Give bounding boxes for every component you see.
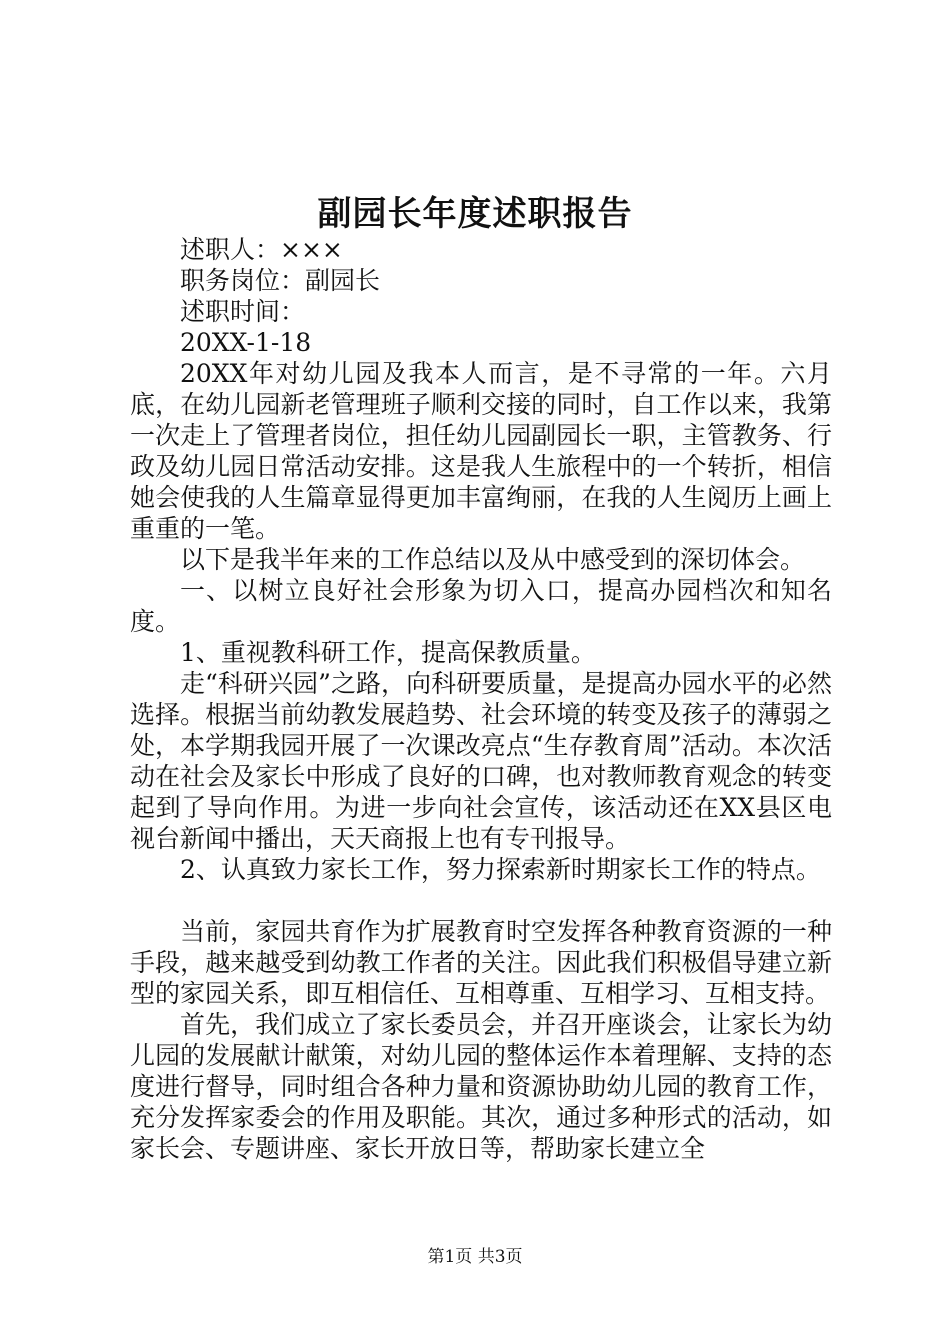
reporter-line: 述职人：××× (180, 235, 343, 264)
paragraph-home-school: 当前，家园共育作为扩展教育时空发挥各种教育资源的一种手段，越来越受到幼教工作者的关注。因此我们积极倡导建立新型的家园关系，即互相信任、互相尊重、互相学习、互相支持。 (130, 917, 832, 1008)
section-heading-1: 一、以树立良好社会形象为切入口，提高办园档次和知名度。 (130, 576, 832, 636)
page-number-footer: 第1页 共3页 (427, 1247, 523, 1267)
paragraph-research: 走“科研兴园”之路，向科研要质量，是提高办园水平的必然选择。根据当前幼教发展趋势、社会环境的转变及孩子的薄弱之处，本学期我园开展了一次课改亮点“生存教育周”活动。本次活动在社会及家长中形成了良好的口碑，也对教师教育观念的转变起到了导向作用。为进一步向社会宣传，该活动还在XX县区电视台新闻中播出，天天商报上也有专刊报导。 (130, 669, 832, 853)
report-time-label: 述职时间： (180, 297, 306, 326)
paragraph-intro: 20XX年对幼儿园及我本人而言，是不寻常的一年。六月底，在幼儿园新老管理班子顺利交接的同时，自工作以来，我第一次走上了管理者岗位，担任幼儿园副园长一职，主管教务、行政及幼儿园日常活动安排。这是我人生旅程中的一个转折，相信她会使我的人生篇章显得更加丰富绚丽，在我的人生阅历上画上重重的一笔。 (130, 359, 832, 543)
document-title: 副园长年度述职报告 (317, 194, 633, 234)
paragraph-summary-lead: 以下是我半年来的工作总结以及从中感受到的深切体会。 (180, 545, 806, 574)
position-line: 职务岗位：副园长 (180, 266, 381, 295)
paragraph-parent-committee: 首先，我们成立了家长委员会，并召开座谈会，让家长为幼儿园的发展献计献策，对幼儿园的整体运作本着理解、支持的态度进行督导，同时组合各种力量和资源协助幼儿园的教育工作，充分发挥家委会的作用及职能。其次，通过多种形式的活动，如家长会、专题讲座、家长开放日等，帮助家长建立全 (130, 1010, 832, 1163)
report-date: 20XX-1-18 (180, 328, 312, 357)
document-body (130, 234, 832, 1164)
subsection-heading-1: 1、重视教科研工作，提高保教质量。 (180, 638, 596, 667)
subsection-heading-2: 2、认真致力家长工作，努力探索新时期家长工作的特点。 (180, 855, 821, 884)
